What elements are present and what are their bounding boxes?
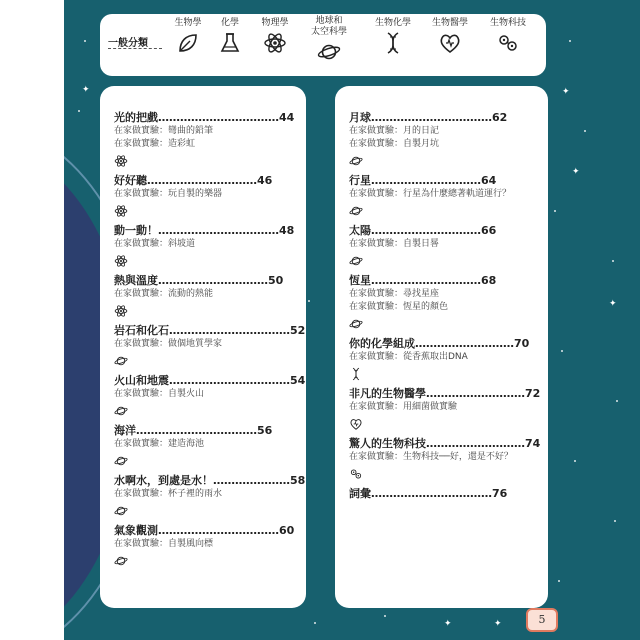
toc-entry-title: 水啊水，到處是水！…………………58 [114, 474, 306, 487]
toc-entry-title: 光的把戲……………………………44 [114, 111, 295, 124]
general-category-label: 一般分類 [108, 38, 148, 49]
cells-icon [349, 467, 363, 481]
star-dot [78, 110, 80, 112]
toc-entry [114, 173, 304, 218]
planet-icon [349, 154, 363, 168]
star-decoration: ✦ [609, 299, 617, 309]
toc-entry-title: 月球……………………………62 [349, 111, 508, 124]
star-dot [614, 520, 616, 522]
category-label: 物理學 [261, 18, 289, 28]
toc-entry [114, 473, 304, 518]
toc-entry-title: 你的化學組成………………………70 [349, 337, 530, 350]
toc-entry-title: 恆星…………………………68 [349, 274, 497, 287]
atom-icon [263, 31, 287, 55]
category-label: 生物醫學 [431, 18, 468, 28]
experiment-line: 在家做實驗：造彩虹 [114, 139, 196, 149]
experiment-line: 在家做實驗：月的日記 [349, 126, 440, 136]
toc-entry-title: 好好聽…………………………46 [114, 174, 273, 187]
planet-icon [349, 254, 363, 268]
star-dot [584, 130, 586, 132]
category-label: 太空科學 [310, 27, 347, 37]
star-decoration: ✦ [444, 619, 452, 629]
category-label: 生物學 [174, 18, 202, 28]
experiment-line: 在家做實驗：恆星的顏色 [349, 302, 449, 312]
experiment-line: 在家做實驗：玩自製的樂器 [114, 189, 223, 199]
toc-card-right [335, 86, 548, 608]
page-number: 5 [538, 613, 546, 626]
star-dot [612, 260, 614, 262]
toc-entry [114, 323, 304, 368]
star-dot [84, 40, 86, 42]
toc-entry [349, 386, 539, 431]
toc-entry [349, 436, 539, 481]
toc-entry [114, 523, 304, 568]
heart-icon [438, 31, 462, 55]
planet-icon [349, 204, 363, 218]
experiment-line: 在家做實驗：彎曲的鉛筆 [114, 126, 214, 136]
planet-icon [114, 404, 128, 418]
star-dot [569, 40, 571, 42]
toc-entry-title: 海洋……………………………56 [114, 424, 273, 437]
toc-entry-title: 太陽…………………………66 [349, 224, 497, 237]
category-label: 化學 [220, 18, 239, 28]
experiment-line: 在家做實驗：杯子裡的雨水 [114, 489, 223, 499]
experiment-line: 在家做實驗：行星為什麼總著軌道運行？ [349, 189, 512, 199]
star-decoration: ✦ [572, 167, 580, 177]
category-earth-space-science [297, 16, 361, 64]
experiment-line: 在家做實驗：建造海池 [114, 439, 205, 449]
star-dot [616, 400, 618, 402]
toc-entry-title: 詞彙……………………………76 [349, 487, 508, 500]
category-label: 生物化學 [374, 18, 411, 28]
toc-entry-title: 驚人的生物科技………………………74 [349, 437, 541, 450]
toc-entry-title: 火山和地震……………………………54 [114, 374, 306, 387]
star-dot [574, 460, 576, 462]
experiment-line: 在家做實驗：自製月坑 [349, 139, 440, 149]
category-biochemistry [361, 18, 425, 55]
experiment-line: 在家做實驗：尋找星座 [349, 289, 440, 299]
category-label: 生物科技 [489, 18, 526, 28]
star-decoration: ✦ [82, 85, 90, 95]
star-dot [554, 210, 556, 212]
toc-entry [114, 223, 304, 268]
toc-entry-title: 氣象觀測……………………………60 [114, 524, 295, 537]
dna-icon [349, 367, 363, 381]
experiment-line: 在家做實驗：用細菌做實驗 [349, 402, 458, 412]
star-dot [558, 580, 560, 582]
category-biomedicine [418, 18, 482, 55]
planet-icon [349, 317, 363, 331]
planet-icon [114, 554, 128, 568]
toc-entry [114, 110, 304, 168]
general-category-divider [108, 48, 162, 49]
planet-icon [114, 504, 128, 518]
star-decoration: ✦ [562, 87, 570, 97]
star-dot [308, 300, 310, 302]
dna-icon [381, 31, 405, 55]
planet-icon [317, 40, 341, 64]
experiment-line: 在家做實驗：做個地質學家 [114, 339, 223, 349]
atom-icon [114, 254, 128, 268]
toc-entry-title: 行星…………………………64 [349, 174, 497, 187]
cells-icon [496, 31, 520, 55]
flask-icon [218, 31, 242, 55]
toc-entry-title: 熱與溫度…………………………50 [114, 274, 284, 287]
toc-entry-title: 動一動！……………………………48 [114, 224, 295, 237]
category-biotechnology [476, 18, 540, 55]
experiment-line: 在家做實驗：自製日晷 [349, 239, 440, 249]
star-dot [384, 615, 386, 617]
leaf-icon [176, 31, 200, 55]
experiment-line: 在家做實驗：自製風向標 [114, 539, 214, 549]
toc-entry [114, 373, 304, 418]
atom-icon [114, 204, 128, 218]
toc-entry [349, 173, 539, 218]
star-dot [314, 622, 316, 624]
experiment-line: 在家做實驗：自製火山 [114, 389, 205, 399]
toc-entry [349, 486, 539, 501]
toc-entry [349, 336, 539, 381]
planet-icon [114, 354, 128, 368]
toc-entry [114, 273, 304, 318]
category-label: 地球和 [315, 16, 343, 26]
experiment-line: 在家做實驗：流動的熱能 [114, 289, 214, 299]
experiment-line: 在家做實驗：斜坡道 [114, 239, 196, 249]
toc-entry [349, 273, 539, 331]
experiment-line: 在家做實驗：從香蕉取出DNA [349, 352, 468, 362]
category-legend-bar [100, 14, 546, 76]
toc-card-left [100, 86, 306, 608]
toc-entry [349, 223, 539, 268]
star-decoration: ✦ [494, 619, 502, 629]
toc-entry [349, 110, 539, 168]
toc-entry-title: 岩石和化石……………………………52 [114, 324, 306, 337]
toc-entry-title: 非凡的生物醫學………………………72 [349, 387, 541, 400]
planet-icon [114, 454, 128, 468]
toc-entry [114, 423, 304, 468]
star-dot [561, 350, 563, 352]
experiment-line: 在家做實驗：生物科技──好，還是不好？ [349, 452, 513, 462]
page-number-badge [526, 608, 558, 632]
atom-icon [114, 154, 128, 168]
atom-icon [114, 304, 128, 318]
heart-icon [349, 417, 363, 431]
